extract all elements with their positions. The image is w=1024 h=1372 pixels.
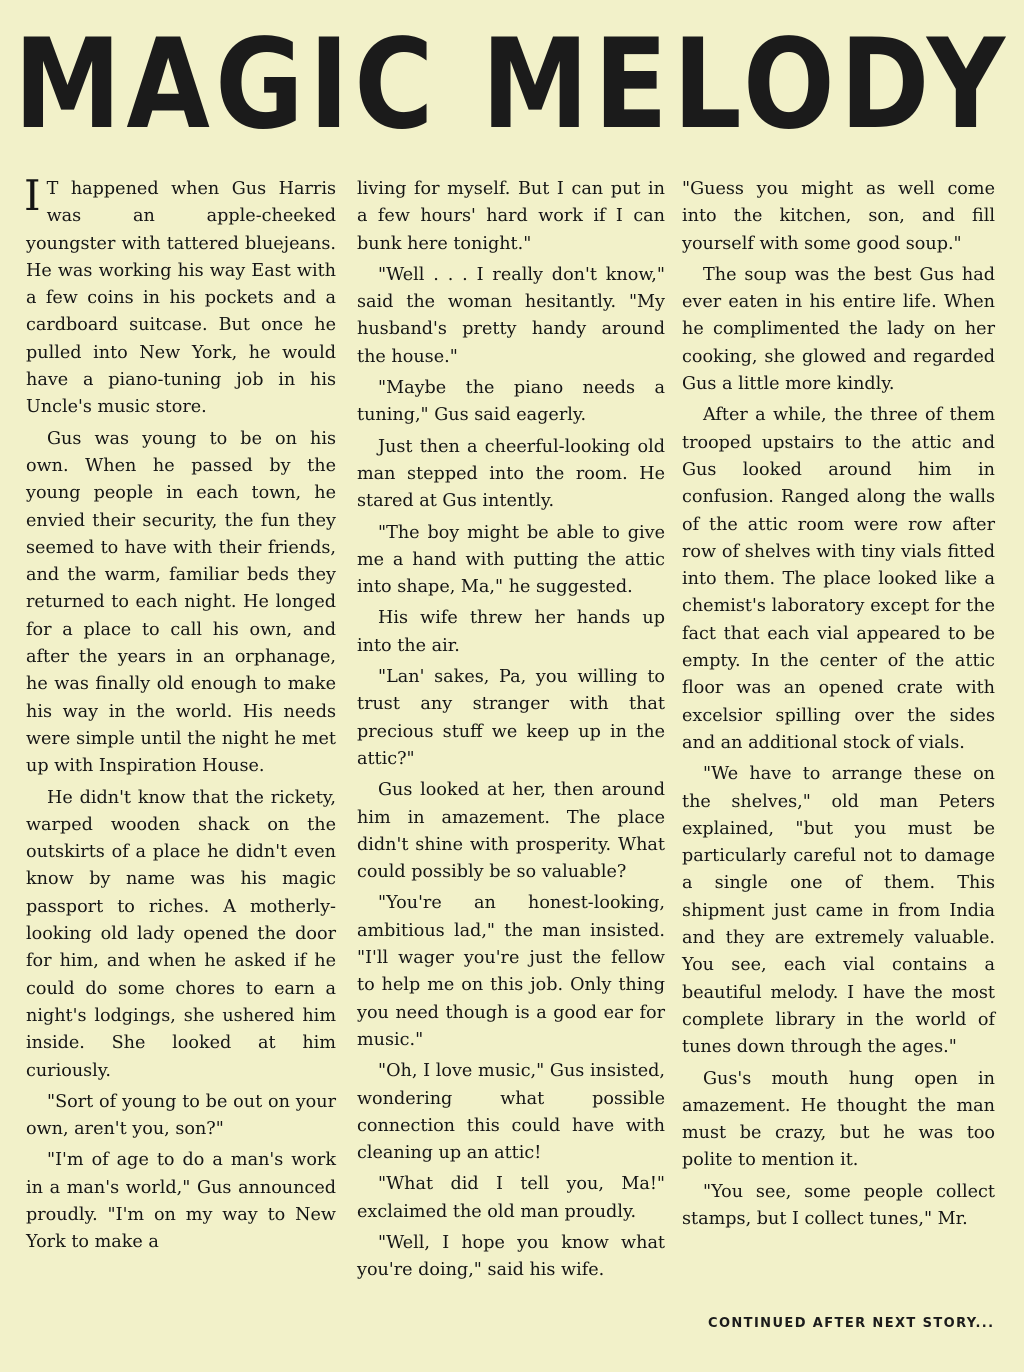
paragraph: "Sort of young to be out on your own, aren't you, son?" — [26, 1091, 336, 1140]
paragraph: Just then a cheerful-looking old man stepped into the room. He stared at Gus intently. — [357, 436, 665, 512]
paragraph: The soup was the best Gus had ever eaten in his entire life. When he complimented the lady on her cooking, she glowed and regarded Gus a little more kindly. — [682, 264, 995, 395]
paragraph: Gus looked at her, then around him in amazement. The place didn't shine with prosperity. What could possibly be so valuable? — [357, 780, 665, 883]
paragraph: "You're an honest-looking, ambitious lad," the man insisted. "I'll wager you're just the fellow to help me on this job. Only thing you need though is a good ear for music." — [357, 893, 665, 1050]
paragraph: "We have to arrange these on the shelves," old man Peters explained, "but you must be particularly careful not to damage a single one of them. This shipment just came in from India and they are extremely valuable. You see, each vial contains a beautiful melody. I have the most complete library in the world of tunes down through the ages." — [682, 764, 995, 1058]
paragraph — [24, 171, 336, 422]
paragraph: "What did I tell you, Ma!" exclaimed the old man proudly. — [357, 1174, 665, 1222]
paragraph: "Maybe the piano needs a tuning," Gus said eagerly. — [357, 378, 665, 426]
paragraph: "Guess you might as well come into the kitchen, son, and fill yourself with some good soup." — [682, 179, 995, 254]
paragraph: Gus was young to be on his own. When he passed by the young people in each town, he envied their security, the fun they seemed to have with their friends, and the warm, familiar beds they returned to each night. He longed for a place to call his own, and after the years in an orphanage, he was finally old enough to make his way in the world. His needs were simple until the night he met up with Inspiration House. — [26, 428, 336, 777]
paragraph: "The boy might be able to give me a hand with putting the attic into shape, Ma," he suggested. — [357, 522, 665, 598]
paragraph: He didn't know that the rickety, warped wooden shack on the outskirts of a place he didn't even know by name was his magic passport to riches. A motherly-looking old lady opened the door for him, and when he asked if he could do some chores to earn a night's lodgings, she ushered him inside. She looked at him curiously. — [26, 787, 336, 1081]
paragraph: "Lan' sakes, Pa, you willing to trust any stranger with that precious stuff we keep up in the attic?" — [357, 667, 665, 769]
story-title: MAGIC MELODY — [13, 13, 1011, 157]
paragraph: Gus's mouth hung open in amazement. He thought the man must be crazy, but he was too polite to mention it. — [682, 1068, 995, 1171]
paragraph: "Oh, I love music," Gus insisted, wondering what possible connection this could have with cleaning up an attic! — [357, 1061, 665, 1164]
paragraph: His wife threw her hands up into the air. — [357, 608, 665, 656]
paragraph: After a while, the three of them trooped upstairs to the attic and Gus looked around him in confusion. Ranged along the walls of the attic room were row after row of shelves with tiny vials fitted into them. The place looked like a chemist's laboratory except for the fact that each vial appeared to be empty. In the center of the attic floor was an opened crate with excelsior spilling over the sides and an additional stock of vials. — [682, 405, 995, 753]
paragraph: living for myself. But I can put in a few hours' hard work if I can bunk here tonight." — [357, 179, 665, 254]
drop-cap: I — [24, 171, 41, 220]
paragraph: "Well . . . I really don't know," said the woman hesitantly. "My husband's pretty handy around the house." — [357, 264, 665, 367]
text-column-middle — [357, 176, 665, 1289]
continued-note: CONTINUED AFTER NEXT STORY... — [708, 1316, 995, 1331]
text-column-left — [24, 171, 336, 1261]
paragraph-text: T happened when Gus Harris was an apple-cheeked youngster with tattered bluejeans. He was working his way East with a few coins in his pockets and a cardboard suitcase. But once he pulled into New York, he would have a piano-tuning job in his Uncle's music store. — [26, 179, 336, 418]
paragraph: "Well, I hope you know what you're doing," said his wife. — [357, 1232, 665, 1281]
paragraph: "I'm of age to do a man's work in a man's world," Gus announced proudly. "I'm on my way to New York to make a — [26, 1150, 336, 1253]
text-column-right — [682, 176, 995, 1237]
paragraph: "You see, some people collect stamps, but I collect tunes," Mr. — [682, 1181, 995, 1229]
